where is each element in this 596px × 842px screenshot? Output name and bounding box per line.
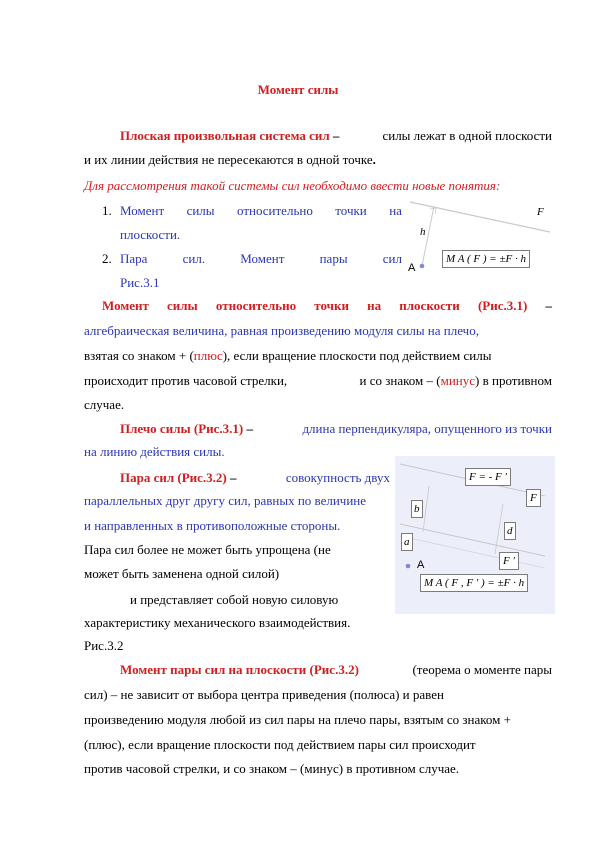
arm-label: h — [420, 226, 426, 238]
def-pair-line-8: Рис.3.2 — [84, 638, 124, 653]
arm-d-box: d — [504, 522, 516, 540]
list-item-1: Момент силы относительно точки на — [120, 203, 402, 218]
point-a-label: A — [408, 262, 416, 274]
intro-italic-line: Для рассмотрения такой системы сил необходимо ввести новые понятия: — [84, 178, 501, 193]
arm-a-box: a — [401, 533, 413, 551]
force-label: F — [537, 206, 544, 218]
def-moment-line-4: происходит против часовой стрелки, и со знаком – (минус) в противном — [84, 373, 552, 388]
figure-3-2 — [395, 456, 555, 614]
list-item-2-cont: Рис.3.1 — [120, 275, 160, 290]
def-pair-line-5: может быть заменена одной силой) — [84, 566, 280, 581]
list-num-1: 1. — [102, 203, 112, 218]
intro-line-2: и их линии действия не пересекаются в одной точке. — [84, 152, 376, 167]
point-a-label: A — [417, 559, 425, 571]
def-pair-moment-line-4: (плюс), если вращение плоскости под действием пары сил происходит — [84, 737, 476, 752]
def-moment-line-3: взятая со знаком + (плюс), если вращение плоскости под действием силы — [84, 348, 492, 363]
force-f-box: F — [526, 489, 541, 507]
def-pair-moment-line-1: Момент пары сил на плоскости (Рис.3.2) (теорема о моменте пары — [120, 662, 552, 677]
def-pair-line-1: Пара сил (Рис.3.2) – совокупность двух — [120, 470, 390, 485]
pair-moment-formula-box: M A ( F , F ′ ) = ±F · h — [420, 574, 528, 592]
force-line — [410, 202, 550, 232]
def-arm-line-2: на линию действия силы. — [84, 444, 225, 459]
def-moment-line-1: Момент силы относительно точки на плоскости (Рис.3.1) – — [102, 298, 552, 313]
point-a-dot — [406, 564, 411, 569]
list-item-2: Пара сил. Момент пары сил — [120, 251, 402, 266]
arm-b-line — [423, 486, 429, 532]
figure-3-1 — [400, 196, 560, 276]
moment-formula-box: M A ( F ) = ±F · h — [442, 250, 530, 268]
def-pair-line-3: и направленных в противоположные стороны. — [84, 518, 341, 533]
def-pair-line-2: параллельных друг другу сил, равных по величине — [84, 493, 367, 508]
term-plane-system: Плоская произвольная система сил — [120, 128, 330, 143]
equal-forces-box: F = - F ′ — [465, 468, 511, 486]
arm-b-box: b — [411, 500, 423, 518]
page-title: Момент силы — [257, 82, 339, 97]
def-pair-line-6: и представляет собой новую силовую — [130, 592, 339, 607]
def-moment-line-2: алгебраическая величина, равная произведению модуля силы на плечо, — [84, 323, 479, 338]
list-item-1-cont: плоскости. — [120, 227, 181, 242]
def-pair-moment-line-5: против часовой стрелки, и со знаком – (минус) в противном случае. — [84, 761, 460, 776]
point-a-dot — [420, 264, 425, 269]
def-pair-line-7: характеристику механического взаимодействия. — [84, 615, 351, 630]
force-f-prime-box: F ′ — [499, 552, 519, 570]
def-pair-line-4: Пара сил более не может быть упрощена (не — [84, 542, 331, 557]
def-pair-moment-line-3: произведению модуля любой из сил пары на плечо пары, взятым со знаком + — [84, 712, 511, 727]
list-num-2: 2. — [102, 251, 112, 266]
def-arm-line-1: Плечо силы (Рис.3.1) – длина перпендикуляра, опущенного из точки — [120, 421, 552, 436]
force-f-prime-line — [400, 524, 545, 556]
def-moment-line-5: случае. — [84, 397, 125, 412]
def-pair-moment-line-2: сил) – не зависит от выбора центра приведения (полюса) и равен — [84, 687, 444, 702]
intro-line-1: Плоская произвольная система сил – силы лежат в одной плоскости — [120, 128, 552, 143]
